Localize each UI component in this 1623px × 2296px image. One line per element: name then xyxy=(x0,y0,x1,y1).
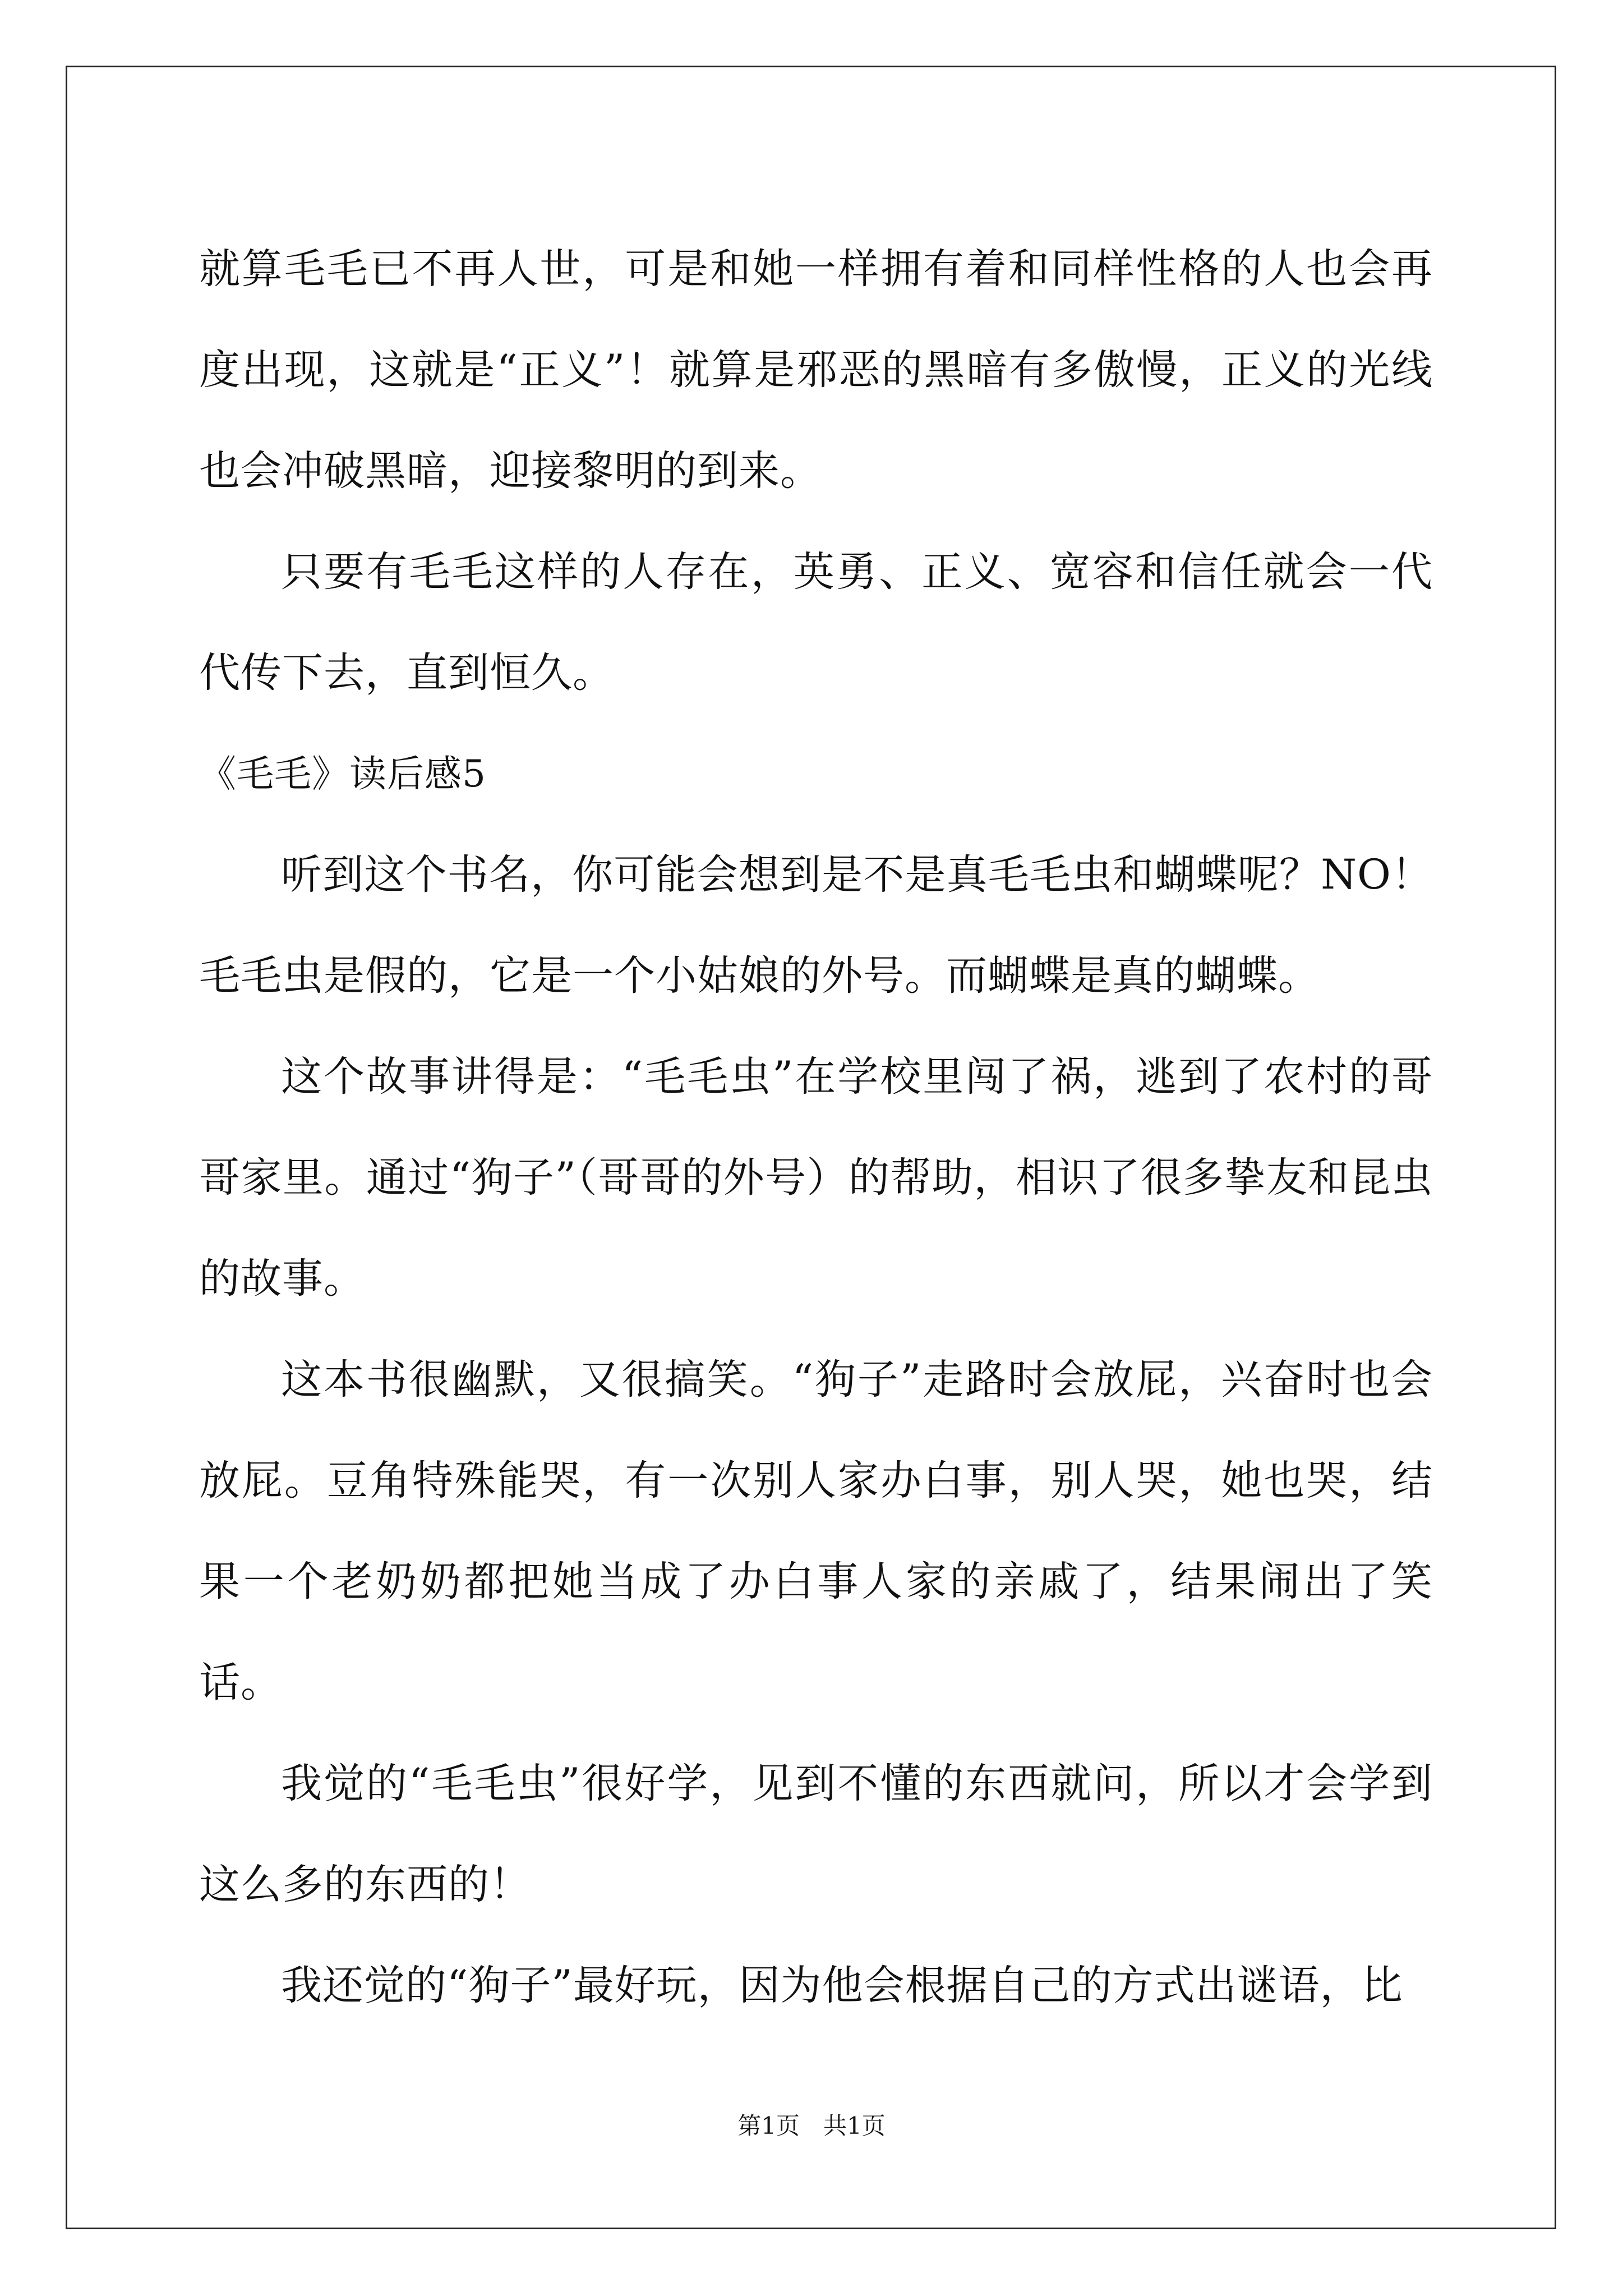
paragraph: 我还觉的“狗子”最好玩，因为他会根据自己的方式出谜语，比 xyxy=(281,1962,1403,2009)
document-body xyxy=(199,219,1433,2036)
paragraph: 听到这个书名，你可能会想到是不是真毛毛虫和蝴蝶呢？NO！毛毛虫是假的，它是一个小姑娘的外号。而蝴蝶是真的蝴蝶。 xyxy=(199,851,1433,1000)
paragraph: 这本书很幽默，又很搞笑。“狗子”走路时会放屁，兴奋时也会放屁。豆角特殊能哭，有一次别人家办白事，别人哭，她也哭，结果一个老奶奶都把她当成了办白事人家的亲戚了，结果闹出了笑话。 xyxy=(199,1356,1433,1706)
paragraph: 我觉的“毛毛虫”很好学，见到不懂的东西就问，所以才会学到这么多的东西的！ xyxy=(199,1760,1433,1908)
page-footer: 第1页 共1页 xyxy=(737,2112,886,2139)
paragraph: 就算毛毛已不再人世，可是和她一样拥有着和同样性格的人也会再度出现，这就是“正义”！就算是邪恶的黑暗有多傲慢，正义的光线也会冲破黑暗，迎接黎明的到来。 xyxy=(199,245,1433,495)
section-heading: 《毛毛》读后感5 xyxy=(199,752,486,795)
paragraph: 只要有毛毛这样的人存在，英勇、正义、宽容和信任就会一代代传下去，直到恒久。 xyxy=(199,548,1433,697)
paragraph: 这个故事讲得是：“毛毛虫”在学校里闯了祸，逃到了农村的哥哥家里。通过“狗子”（哥哥的外号）的帮助，相识了很多挚友和昆虫的故事。 xyxy=(199,1053,1433,1303)
